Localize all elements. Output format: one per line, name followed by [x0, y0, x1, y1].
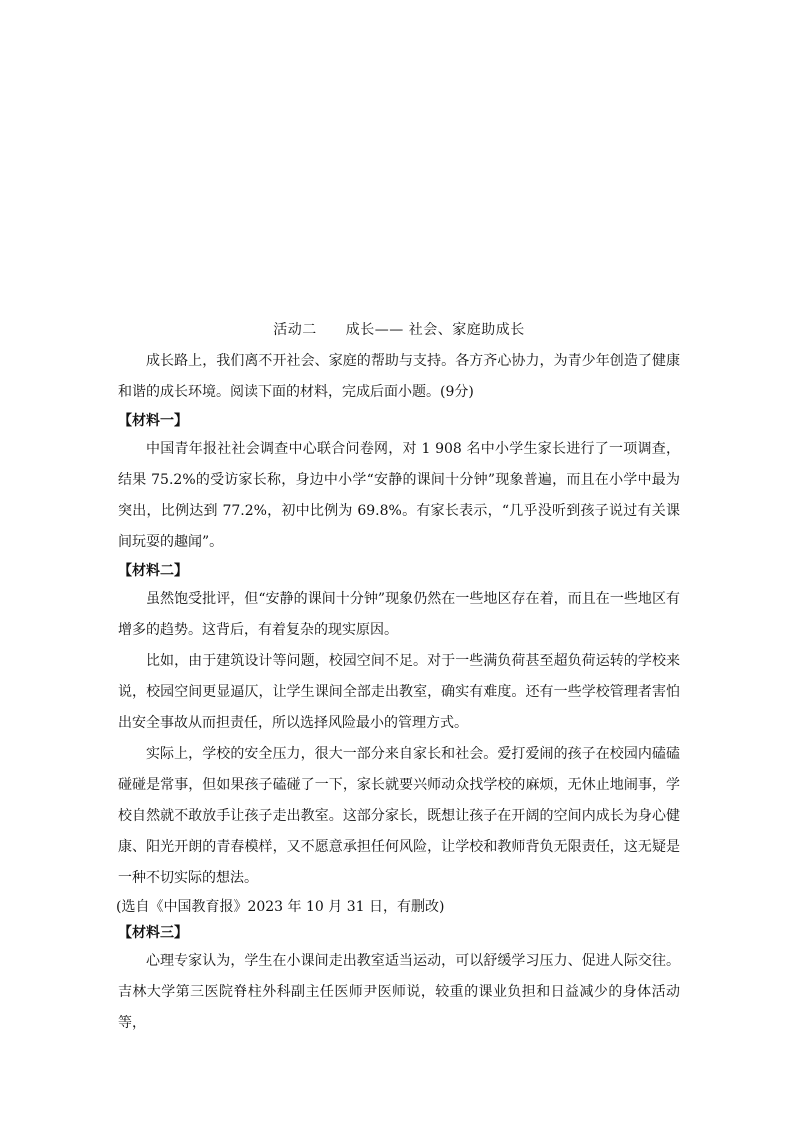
activity-title: 活动二 成长—— 社会、家庭助成长: [273, 322, 525, 338]
material-three-heading: 【材料三】: [118, 925, 188, 941]
material-two-paragraph-3: 实际上，学校的安全压力，很大一部分来自家长和社会。爱打爱闹的孩子在校园内磕磕碰碰是常事，但如果孩子磕碰了一下，家长就要兴师动众找学校的麻烦，无休止地闹事，学校自然就不敢放手让孩子走出教室。这部分家长，既想让孩子在开阔的空间内成长为身心健康、阳光开朗的青春模样，又不愿意承担任何风险，让学校和教师背负无限责任，这无疑是一种不切实际的想法。: [118, 746, 680, 886]
material-two-paragraph-2: 比如，由于建筑设计等问题，校园空间不足。对于一些满负荷甚至超负荷运转的学校来说，校园空间更显逼仄，让学生课间全部走出教室，确实有难度。还有一些学校管理者害怕出安全事故从而担责任，所以选择风险最小的管理方式。: [118, 653, 680, 731]
material-two-source: (选自《中国教育报》2023 年 10 月 31 日，有删改): [116, 899, 445, 915]
material-two-paragraph-1: 虽然饱受批评，但“安静的课间十分钟”现象仍然在一些地区存在着，而且在一些地区有增多的趋势。这背后，有着复杂的现实原因。: [118, 591, 680, 638]
material-two-heading: 【材料二】: [118, 563, 188, 579]
material-one-paragraph-1: 中国青年报社社会调查中心联合问卷网，对 1 908 名中小学生家长进行了一项调查，结果 75.2%的受访家长称，身边中小学“安静的课间十分钟”现象普遍，而且在小学中最为突出，比例达到 77.2%，初中比例为 69.8%。有家长表示，“几乎没听到孩子说过有关课间玩耍的趣闻”。: [118, 441, 680, 550]
material-one-heading: 【材料一】: [118, 413, 188, 429]
document-page: [118, 316, 680, 1039]
material-three-paragraph-1: 心理专家认为，学生在小课间走出教室适当运动，可以舒缓学习压力、促进人际交往。吉林大学第三医院脊柱外科副主任医师尹医师说，较重的课业负担和日益减少的身体活动等，: [118, 953, 680, 1031]
intro-paragraph: 成长路上，我们离不开社会、家庭的帮助与支持。各方齐心协力，为青少年创造了健康和谐的成长环境。阅读下面的材料，完成后面小题。(9分): [118, 353, 680, 400]
